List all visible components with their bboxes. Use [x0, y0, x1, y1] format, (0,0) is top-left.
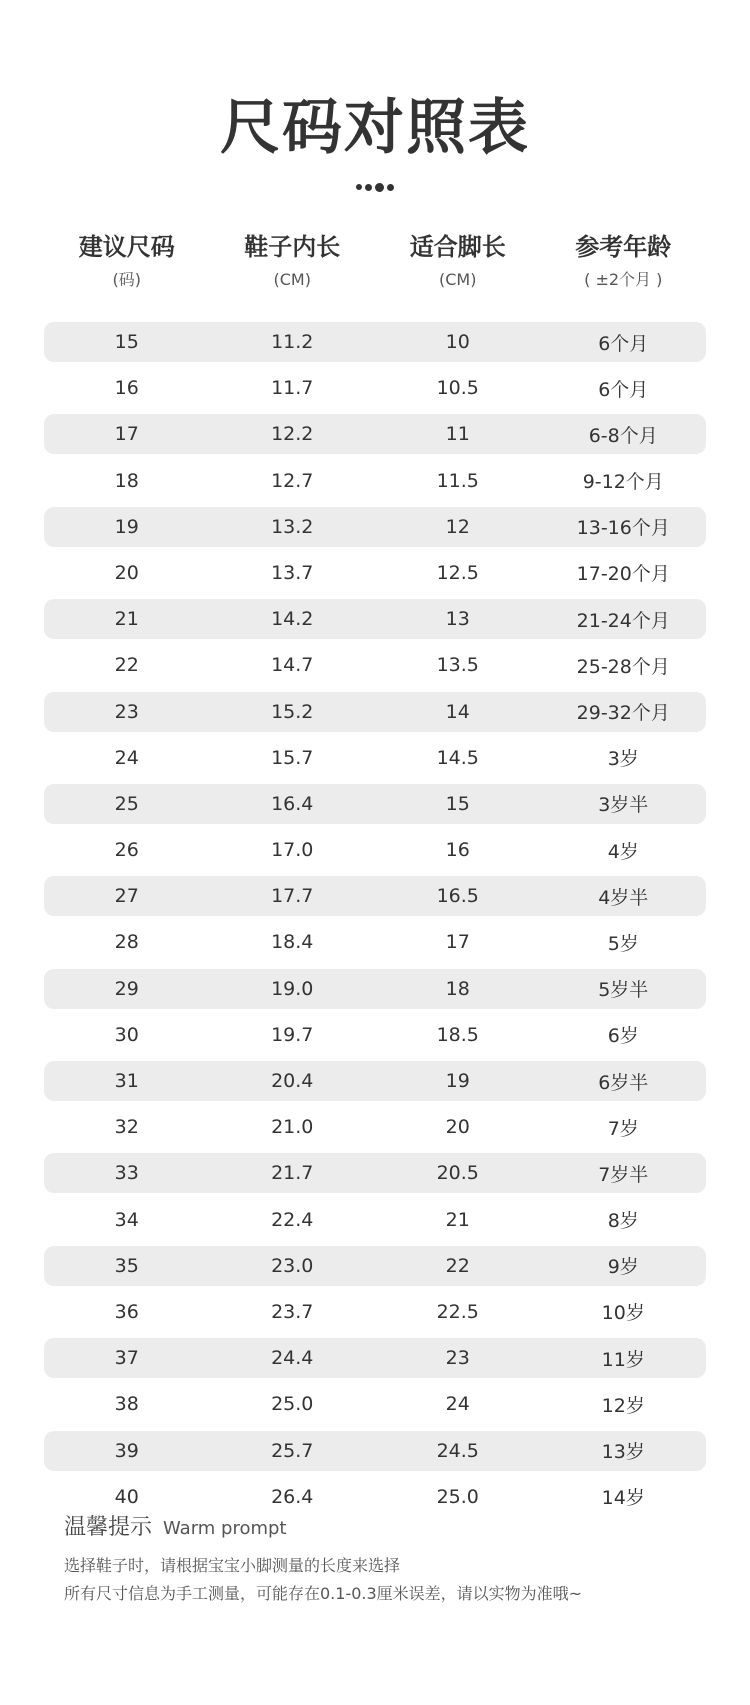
cell-foot-length: 18.5 [436, 1023, 479, 1046]
cell-shoe-length: 12.2 [271, 423, 314, 446]
table-row [44, 1107, 706, 1147]
cell-foot-length: 20 [445, 1116, 470, 1139]
cell-foot-length: 20.5 [436, 1162, 479, 1185]
cell-shoe-length: 16.4 [271, 792, 314, 815]
cell-size: 25 [114, 792, 139, 815]
cell-shoe-length: 22.4 [271, 1208, 314, 1231]
cell-shoe-length: 11.2 [271, 331, 314, 353]
cell-age: 5岁半 [598, 979, 649, 1002]
cell-age: 8岁 [607, 1210, 639, 1233]
cell-shoe-length: 23.0 [271, 1254, 314, 1277]
cell-size: 22 [114, 654, 139, 677]
header-title: 参考年龄 [575, 233, 672, 261]
tip-title: 温馨提示 [64, 1515, 153, 1540]
table-row [44, 1246, 706, 1286]
cell-foot-length: 10 [445, 331, 470, 353]
cell-age: 6岁半 [598, 1071, 649, 1094]
cell-shoe-length: 23.7 [271, 1300, 314, 1323]
cell-shoe-length: 18.4 [271, 931, 314, 954]
cell-size: 24 [114, 746, 139, 769]
cell-foot-length: 13 [445, 608, 470, 631]
table-row [44, 599, 706, 639]
dot-icon [365, 184, 372, 191]
cell-age: 3岁 [607, 748, 639, 771]
tip-heading [64, 1512, 287, 1545]
cell-size: 32 [114, 1116, 139, 1139]
table-row [44, 1200, 706, 1240]
table-row [44, 1292, 706, 1332]
table-row [44, 645, 706, 685]
cell-shoe-length: 21.7 [271, 1162, 314, 1185]
cell-size: 31 [114, 1070, 139, 1092]
cell-shoe-length: 19.7 [271, 1023, 314, 1046]
cell-age: 17-20个月 [576, 563, 670, 586]
page-title: 尺码对照表 [220, 93, 530, 163]
cell-shoe-length: 14.7 [271, 654, 314, 677]
table-row [44, 461, 706, 501]
cell-foot-length: 25.0 [436, 1485, 479, 1508]
cell-foot-length: 24 [445, 1393, 470, 1416]
cell-age: 13岁 [601, 1441, 645, 1463]
cell-shoe-length: 11.7 [271, 377, 314, 400]
cell-size: 15 [114, 331, 139, 353]
cell-size: 18 [114, 469, 139, 492]
cell-shoe-length: 13.7 [271, 561, 314, 584]
cell-age: 4岁半 [598, 886, 649, 909]
cell-foot-length: 16.5 [436, 885, 479, 908]
cell-age: 3岁半 [598, 794, 649, 817]
cell-foot-length: 12.5 [436, 561, 479, 584]
cell-size: 16 [114, 377, 139, 400]
header-title: 建议尺码 [78, 233, 175, 261]
cell-size: 28 [114, 931, 139, 954]
cell-age: 5岁 [607, 932, 639, 955]
cell-age: 10岁 [601, 1302, 645, 1325]
cell-foot-length: 23 [445, 1347, 470, 1370]
cell-size: 40 [114, 1485, 139, 1508]
cell-shoe-length: 20.4 [271, 1070, 314, 1092]
cell-size: 29 [114, 977, 139, 1000]
cell-size: 38 [114, 1393, 139, 1416]
table-row [44, 876, 706, 916]
cell-shoe-length: 14.2 [271, 608, 314, 631]
cell-shoe-length: 21.0 [271, 1116, 314, 1139]
cell-foot-length: 11.5 [436, 469, 479, 492]
cell-foot-length: 17 [445, 931, 470, 954]
cell-size: 36 [114, 1300, 139, 1323]
table-row [44, 1384, 706, 1424]
cell-age: 6个月 [598, 378, 649, 401]
cell-size: 30 [114, 1023, 139, 1046]
table-row [44, 507, 706, 547]
dot-icon [375, 183, 384, 192]
cell-age: 6-8个月 [588, 424, 658, 447]
cell-shoe-length: 25.7 [271, 1439, 314, 1462]
cell-size: 23 [114, 700, 139, 723]
header-unit: ( ±2个月 ) [584, 270, 663, 289]
table-row [44, 1153, 706, 1193]
cell-size: 27 [114, 885, 139, 908]
cell-size: 37 [114, 1347, 139, 1370]
table-row [44, 1338, 706, 1378]
cell-shoe-length: 25.0 [271, 1393, 314, 1416]
header-col-shoe-length [210, 230, 376, 294]
cell-age: 11岁 [601, 1348, 645, 1371]
table-row [44, 1015, 706, 1055]
cell-size: 19 [114, 515, 139, 538]
header-col-size [44, 230, 210, 294]
cell-age: 21-24个月 [576, 609, 670, 632]
header-col-foot-length [375, 230, 541, 294]
cell-age: 9-12个月 [582, 471, 664, 494]
dot-icon [387, 184, 394, 191]
cell-age: 7岁 [607, 1117, 639, 1140]
table-row [44, 830, 706, 870]
table-row [44, 1061, 706, 1101]
cell-shoe-length: 26.4 [271, 1485, 314, 1508]
table-row [44, 1431, 706, 1471]
table-row [44, 1477, 706, 1517]
dot-icon [356, 184, 362, 190]
table-row [44, 784, 706, 824]
cell-age: 25-28个月 [576, 655, 670, 678]
header-title: 鞋子内长 [244, 233, 341, 261]
cell-size: 33 [114, 1162, 139, 1185]
cell-shoe-length: 24.4 [271, 1347, 314, 1370]
header-col-age [541, 230, 707, 294]
cell-age: 12岁 [601, 1394, 645, 1417]
cell-foot-length: 22.5 [436, 1300, 479, 1323]
cell-shoe-length: 12.7 [271, 469, 314, 492]
decorative-dots [0, 181, 750, 193]
cell-foot-length: 15 [445, 792, 470, 815]
cell-age: 9岁 [607, 1256, 639, 1279]
table-row [44, 692, 706, 732]
tip-line: 所有尺寸信息为手工测量，可能存在0.1-0.3厘米误差，请以实物为准哦~ [64, 1584, 583, 1603]
cell-age: 6岁 [607, 1025, 639, 1048]
cell-size: 39 [114, 1439, 139, 1462]
tip-title-en: Warm prompt [163, 1518, 287, 1539]
table-row [44, 368, 706, 408]
cell-size: 17 [114, 423, 139, 446]
cell-age: 13-16个月 [576, 517, 670, 540]
header-unit: (码) [112, 270, 141, 289]
cell-foot-length: 10.5 [436, 377, 479, 400]
cell-size: 26 [114, 839, 139, 862]
cell-age: 29-32个月 [576, 702, 670, 724]
table-row [44, 922, 706, 962]
header-unit: (CM) [439, 270, 477, 289]
cell-shoe-length: 19.0 [271, 977, 314, 1000]
table-row [44, 553, 706, 593]
cell-foot-length: 22 [445, 1254, 470, 1277]
cell-shoe-length: 17.0 [271, 839, 314, 862]
cell-shoe-length: 15.2 [271, 700, 314, 723]
cell-age: 6个月 [598, 332, 649, 355]
table-row [44, 322, 706, 362]
cell-size: 20 [114, 561, 139, 584]
header-unit: (CM) [273, 270, 311, 289]
cell-foot-length: 21 [445, 1208, 470, 1231]
cell-age: 7岁半 [598, 1163, 649, 1186]
cell-foot-length: 18 [445, 977, 470, 1000]
cell-age: 14岁 [601, 1487, 645, 1510]
cell-foot-length: 13.5 [436, 654, 479, 677]
cell-foot-length: 16 [445, 839, 470, 862]
table-row [44, 414, 706, 454]
cell-shoe-length: 17.7 [271, 885, 314, 908]
cell-foot-length: 19 [445, 1070, 470, 1092]
table-header [44, 230, 706, 294]
table-row [44, 969, 706, 1009]
cell-foot-length: 14 [445, 700, 470, 723]
cell-foot-length: 24.5 [436, 1439, 479, 1462]
cell-age: 4岁 [607, 840, 639, 863]
cell-size: 34 [114, 1208, 139, 1231]
size-table-body [44, 322, 706, 1523]
cell-foot-length: 14.5 [436, 746, 479, 769]
table-row [44, 738, 706, 778]
cell-size: 21 [114, 608, 139, 631]
cell-shoe-length: 15.7 [271, 746, 314, 769]
tip-line: 选择鞋子时，请根据宝宝小脚测量的长度来选择 [64, 1556, 401, 1575]
cell-foot-length: 12 [445, 515, 470, 538]
cell-size: 35 [114, 1254, 139, 1277]
cell-shoe-length: 13.2 [271, 515, 314, 538]
header-title: 适合脚长 [409, 233, 506, 261]
cell-foot-length: 11 [445, 423, 470, 446]
